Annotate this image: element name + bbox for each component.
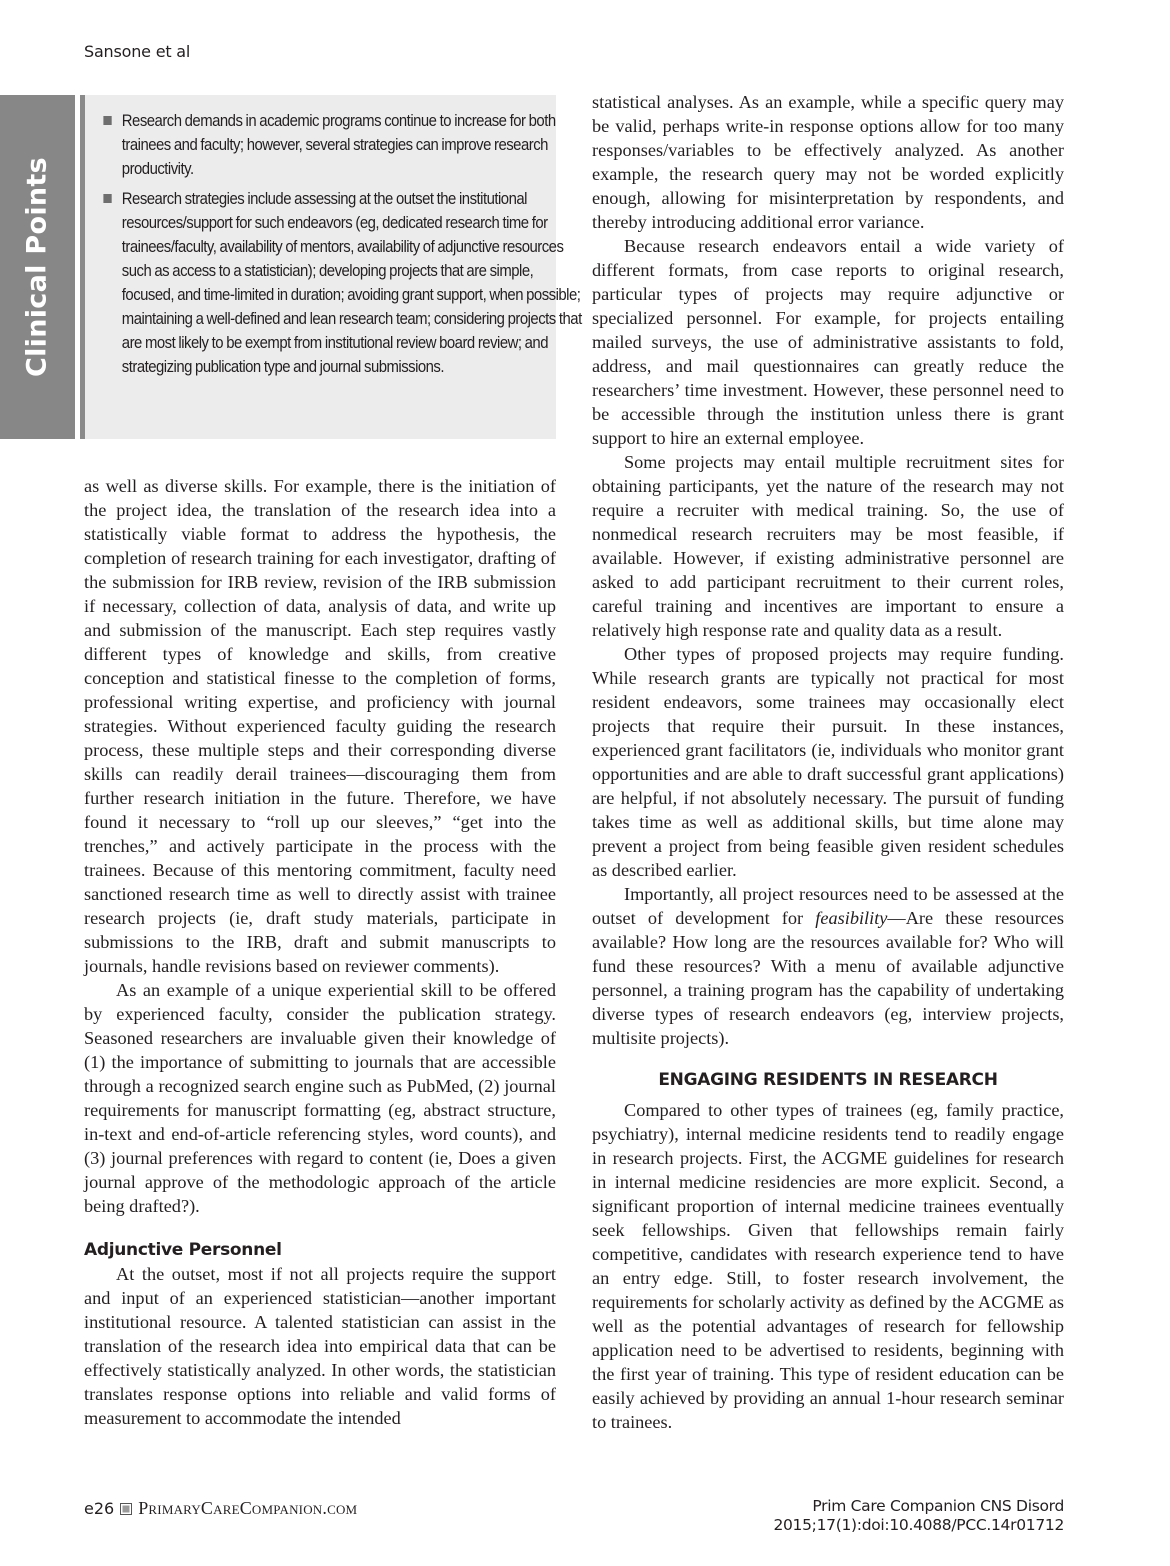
- clinical-point-text: Research demands in academic programs continue to increase for both trainees and faculty; however, several strategies can improve research productivity.: [121, 112, 556, 178]
- clinical-points-list: [85, 95, 582, 379]
- emphasis-feasibility: feasibility: [815, 908, 888, 928]
- clinical-points-box: [80, 95, 582, 439]
- running-head: Sansone et al: [84, 42, 191, 61]
- right-column: [592, 90, 1064, 1434]
- citation-doi: 2015;17(1):doi:10.4088/PCC.14r01712: [773, 1516, 1064, 1534]
- body-paragraph: Compared to other types of trainees (eg, family practice, psychiatry), internal medicine residents tend to readily engage in research projects. First, the ACGME guidelines for research in internal medicine residencies are more explicit. Second, a significant proportion of internal medicine trainees eventually seek fellowships. Given that fellowships remain fairly competitive, candidates with research experience tend to have an entry edge. Still, to foster research involvement, the requirements for scholarly activity as defined by the ACGME as well as the potential advantages of research for fellowship application need to be advertised to residents, beginning with the first year of training. This type of resident education can be easily achieved by providing an annual 1-hour research seminar to trainees.: [592, 1100, 1064, 1432]
- body-paragraph: as well as diverse skills. For example, there is the initiation of the project idea, the translation of the research idea into a statistically viable format to address the hypothesis, the completion of research training for each investigator, drafting of the submission for IRB review, revision of the IRB submission if necessary, collection of data, analysis of data, and write up and submission of the manuscript. Each step requires vastly different types of knowledge and skills, from creative conception and statistical finesse to the completion of forms, professional writing expertise, and proficiency with journal strategies. Without experienced faculty guiding the research process, these multiple steps and their corresponding diverse skills can readily derail trainees—discouraging them from further research initiation in the future. Therefore, we have found it necessary to “roll up our sleeves,” “get into the trenches,” and actively participate in the process with the trainees. Because of this mentoring commitment, faculty need sanctioned research time as well to directly assist with trainee research projects (ie, draft study materials, participate in submissions to the IRB, draft and submit manuscripts to journals, handle revisions based on reviewer comments).: [84, 476, 556, 976]
- section-heading: ENGAGING RESIDENTS IN RESEARCH: [658, 1070, 998, 1090]
- clinical-point-item: [85, 109, 582, 181]
- clinical-point-item: [85, 187, 582, 379]
- body-paragraph: statistical analyses. As an example, while a specific query may be valid, perhaps write-in response options allow for too many responses/variables to be effectively analyzed. As another example, the research query may not be worded explicitly enough, allowing for misinterpretation by respondents, and thereby introducing additional error variance.: [592, 92, 1064, 232]
- body-paragraph: Because research endeavors entail a wide variety of different formats, from case reports to original research, particular types of projects may require adjunctive or specialized personnel. For example, for projects entailing mailed surveys, the use of administrative assistants to fold, address, and mail questionnaires can greatly reduce the researchers’ time investment. However, these personnel need to be accessible through the institution unless there is grant support to hire an external employee.: [592, 236, 1064, 448]
- square-bullet-icon: [103, 116, 111, 125]
- page-number: e26: [84, 1499, 115, 1518]
- text-run: —Are these resources available? How long are the resources available for? Who will fund these resources? With a menu of available adjunctive personnel, a training program has the capability of undertaking diverse types of research endeavors (eg, interview projects, multisite projects).: [592, 908, 1065, 1048]
- body-paragraph: Other types of proposed projects may require funding. While research grants are typically not practical for most resident endeavors, some trainees may occasionally elect projects that require their pursuit. In these instances, experienced grant facilitators (ie, individuals who monitor grant opportunities and are able to draft successful grant applications) are helpful, if not absolutely necessary. The pursuit of funding takes time as well as additional skills, but time alone may prevent a project from being feasible given resident schedules as described earlier.: [592, 644, 1064, 880]
- clinical-points-tab: [0, 95, 75, 439]
- clinical-point-text: Research strategies include assessing at the outset the institutional resources/support for such endeavors (eg, dedicated research time for trainees/faculty, availability of mentors, availability of adjunctive resources such as access to a statistician); developing projects that are simple, focused, and time-limited in duration; avoiding grant support, when possible; maintaining a well-defined and lean research team; considering projects that are most likely to be exempt from institutional review board review; and strategizing publication type and journal submissions.: [121, 190, 582, 376]
- clinical-points-tab-label: Clinical Points: [21, 157, 53, 377]
- footer-right: [773, 1497, 1064, 1535]
- journal-name: Prim Care Companion CNS Disord: [812, 1497, 1064, 1515]
- website-link[interactable]: PrimaryCareCompanion.com: [138, 1498, 358, 1518]
- body-paragraph: Some projects may entail multiple recruitment sites for obtaining participants, yet the nature of the research may not require a recruiter with medical training. So, the use of nonmedical research recruiters may be most feasible, if available. However, if existing administrative personnel are asked to add participant recruitment to their current roles, careful training and incentives are important to ensure a relatively high response rate and quality data as a result.: [592, 452, 1064, 640]
- subheading-adjunctive-personnel: Adjunctive Personnel: [84, 1240, 282, 1260]
- feasibility-paragraph: [592, 882, 1064, 1050]
- body-paragraph: At the outset, most if not all projects require the support and input of an experienced statistician—another important institutional resource. A talented statistician can assist in the translation of the research idea into empirical data that can be effectively statistically analyzed. In other words, the statistician translates response options into reliable and valid forms of measurement to accommodate the intended: [84, 1264, 556, 1428]
- square-bullet-icon: [120, 1503, 132, 1515]
- footer-left: [84, 1498, 357, 1519]
- square-bullet-icon: [103, 194, 111, 203]
- text-run: Importantly, all project resources need to be assessed at the outset of development for: [592, 884, 1064, 928]
- body-paragraph: As an example of a unique experiential skill to be offered by experienced faculty, consider the publication strategy. Seasoned researchers are invaluable given their knowledge of (1) the importance of submitting to journals that are accessible through a recognized search engine such as PubMed, (2) journal requirements for manuscript formatting (eg, abstract structure, in-text and end-of-article referencing styles, word counts), and (3) journal preferences with regard to content (ie, Does a given journal approve of the methodologic approach of the article being drafted?).: [84, 980, 556, 1216]
- left-column: [84, 474, 556, 1430]
